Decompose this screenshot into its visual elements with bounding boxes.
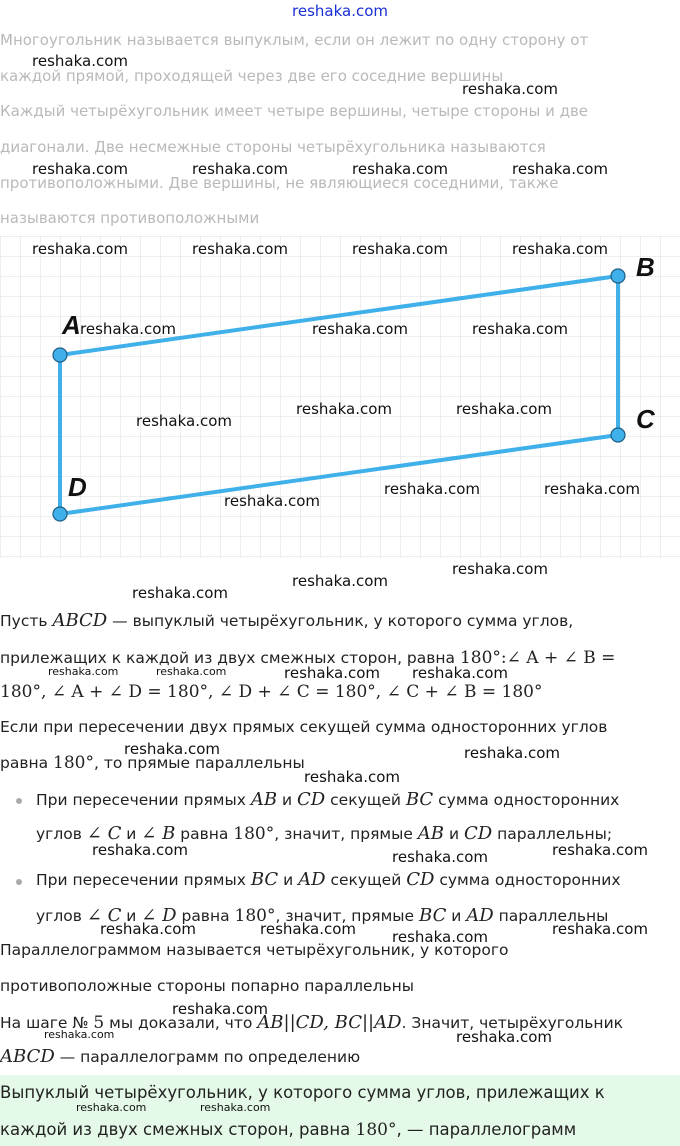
watermark: reshaka.com bbox=[552, 920, 648, 938]
watermark: reshaka.com bbox=[296, 400, 392, 418]
watermark: reshaka.com bbox=[284, 664, 380, 682]
intro-line-3: Каждый четырёхугольник имеет четыре вершины, четыре стороны и две bbox=[0, 102, 589, 120]
watermark: reshaka.com bbox=[132, 584, 228, 602]
watermark: reshaka.com bbox=[552, 841, 648, 859]
watermark: reshaka.com bbox=[192, 160, 288, 178]
vertex-c bbox=[611, 428, 625, 442]
step-line-2: прилежащих к каждой из двух смежных сторон, равна 180°:∠ A + ∠ B = bbox=[0, 648, 616, 668]
vertex-b bbox=[611, 269, 625, 283]
final-line-2: ABCD — параллелограмм по определению bbox=[0, 1046, 361, 1067]
watermark: reshaka.com bbox=[224, 492, 320, 510]
watermark: reshaka.com bbox=[452, 560, 548, 578]
watermark: reshaka.com bbox=[156, 665, 227, 678]
watermark: reshaka.com bbox=[304, 768, 400, 786]
bullet-dot-2 bbox=[16, 879, 22, 885]
watermark: reshaka.com bbox=[384, 480, 480, 498]
intro-line-2: каждой прямой, проходящей через две его соседние вершины bbox=[0, 67, 504, 85]
watermark: reshaka.com bbox=[456, 1028, 552, 1046]
bullet-2-line-1: При пересечении прямых BC и AD секущей CD сумма односторонних bbox=[36, 869, 621, 890]
label-c: C bbox=[636, 404, 655, 434]
bullet-dot-1 bbox=[16, 798, 22, 804]
watermark: reshaka.com bbox=[464, 744, 560, 762]
bullet-2-line-2: углов ∠ C и ∠ D равна 180°, значит, прямые BC и AD параллельны bbox=[36, 905, 609, 926]
intro-line-6: называются противоположными bbox=[0, 209, 260, 227]
watermark: reshaka.com bbox=[124, 740, 220, 758]
watermark: reshaka.com bbox=[412, 664, 508, 682]
bullet-1-line-2: углов ∠ C и ∠ B равна 180°, значит, прямые AB и CD параллельны; bbox=[36, 823, 613, 844]
watermark: reshaka.com bbox=[512, 160, 608, 178]
label-d: D bbox=[68, 472, 87, 502]
watermark: reshaka.com bbox=[544, 480, 640, 498]
quadrilateral-figure bbox=[0, 236, 680, 558]
watermark: reshaka.com bbox=[80, 320, 176, 338]
intro-line-1: Многоугольник называется выпуклым, если он лежит по одну сторону от bbox=[0, 31, 589, 49]
definition-line-1: Параллелограммом называется четырёхугольник, у которого bbox=[0, 941, 509, 959]
watermark: reshaka.com bbox=[192, 240, 288, 258]
watermark: reshaka.com bbox=[392, 928, 488, 946]
watermark: reshaka.com bbox=[512, 240, 608, 258]
watermark: reshaka.com bbox=[456, 400, 552, 418]
final-line-1: На шаге № 5 мы доказали, что AB||CD, BC||AD. Значит, четырёхугольник bbox=[0, 1012, 624, 1033]
watermark: reshaka.com bbox=[352, 160, 448, 178]
watermark: reshaka.com bbox=[352, 240, 448, 258]
definition-line-2: противоположные стороны попарно параллельны bbox=[0, 977, 415, 995]
intro-line-5: противоположными. Две вершины, не являющиеся соседними, также bbox=[0, 174, 559, 192]
step-line-1: Пусть ABCD — выпуклый четырёхугольник, у которого сумма углов, bbox=[0, 610, 574, 631]
watermark: reshaka.com bbox=[32, 160, 128, 178]
watermark: reshaka.com bbox=[172, 1000, 268, 1018]
watermark: reshaka.com bbox=[260, 920, 356, 938]
intro-line-4: диагонали. Две несмежные стороны четырёхугольника называются bbox=[0, 138, 546, 156]
watermark: reshaka.com bbox=[462, 80, 558, 98]
watermark: reshaka.com bbox=[76, 1101, 147, 1114]
watermark: reshaka.com bbox=[32, 52, 128, 70]
rule-line-2: равна 180°, то прямые параллельны bbox=[0, 753, 305, 773]
bullet-1-line-1: При пересечении прямых AB и CD секущей BC сумма односторонних bbox=[36, 789, 620, 810]
watermark: reshaka.com bbox=[136, 412, 232, 430]
watermark: reshaka.com bbox=[472, 320, 568, 338]
step-line-3: 180°, ∠ A + ∠ D = 180°, ∠ D + ∠ C = 180°, ∠ C + ∠ B = 180° bbox=[0, 682, 543, 702]
label-a: A bbox=[62, 310, 81, 340]
vertex-d bbox=[53, 507, 67, 521]
vertex-a bbox=[53, 348, 67, 362]
watermark: reshaka.com bbox=[48, 665, 119, 678]
watermark: reshaka.com bbox=[200, 1101, 271, 1114]
watermark: reshaka.com bbox=[392, 848, 488, 866]
conclusion-line-1: Выпуклый четырёхугольник, у которого сумма углов, прилежащих к bbox=[0, 1083, 605, 1102]
watermark: reshaka.com bbox=[292, 572, 388, 590]
conclusion-line-2: каждой из двух смежных сторон, равна 180°, — параллелограмм bbox=[0, 1120, 577, 1140]
site-link[interactable]: reshaka.com bbox=[292, 2, 388, 20]
label-b: B bbox=[636, 252, 655, 282]
watermark: reshaka.com bbox=[100, 920, 196, 938]
watermark: reshaka.com bbox=[92, 841, 188, 859]
watermark: reshaka.com bbox=[312, 320, 408, 338]
rule-line-1: Если при пересечении двух прямых секущей сумма односторонних углов bbox=[0, 718, 608, 736]
watermark: reshaka.com bbox=[32, 240, 128, 258]
watermark: reshaka.com bbox=[44, 1028, 115, 1041]
